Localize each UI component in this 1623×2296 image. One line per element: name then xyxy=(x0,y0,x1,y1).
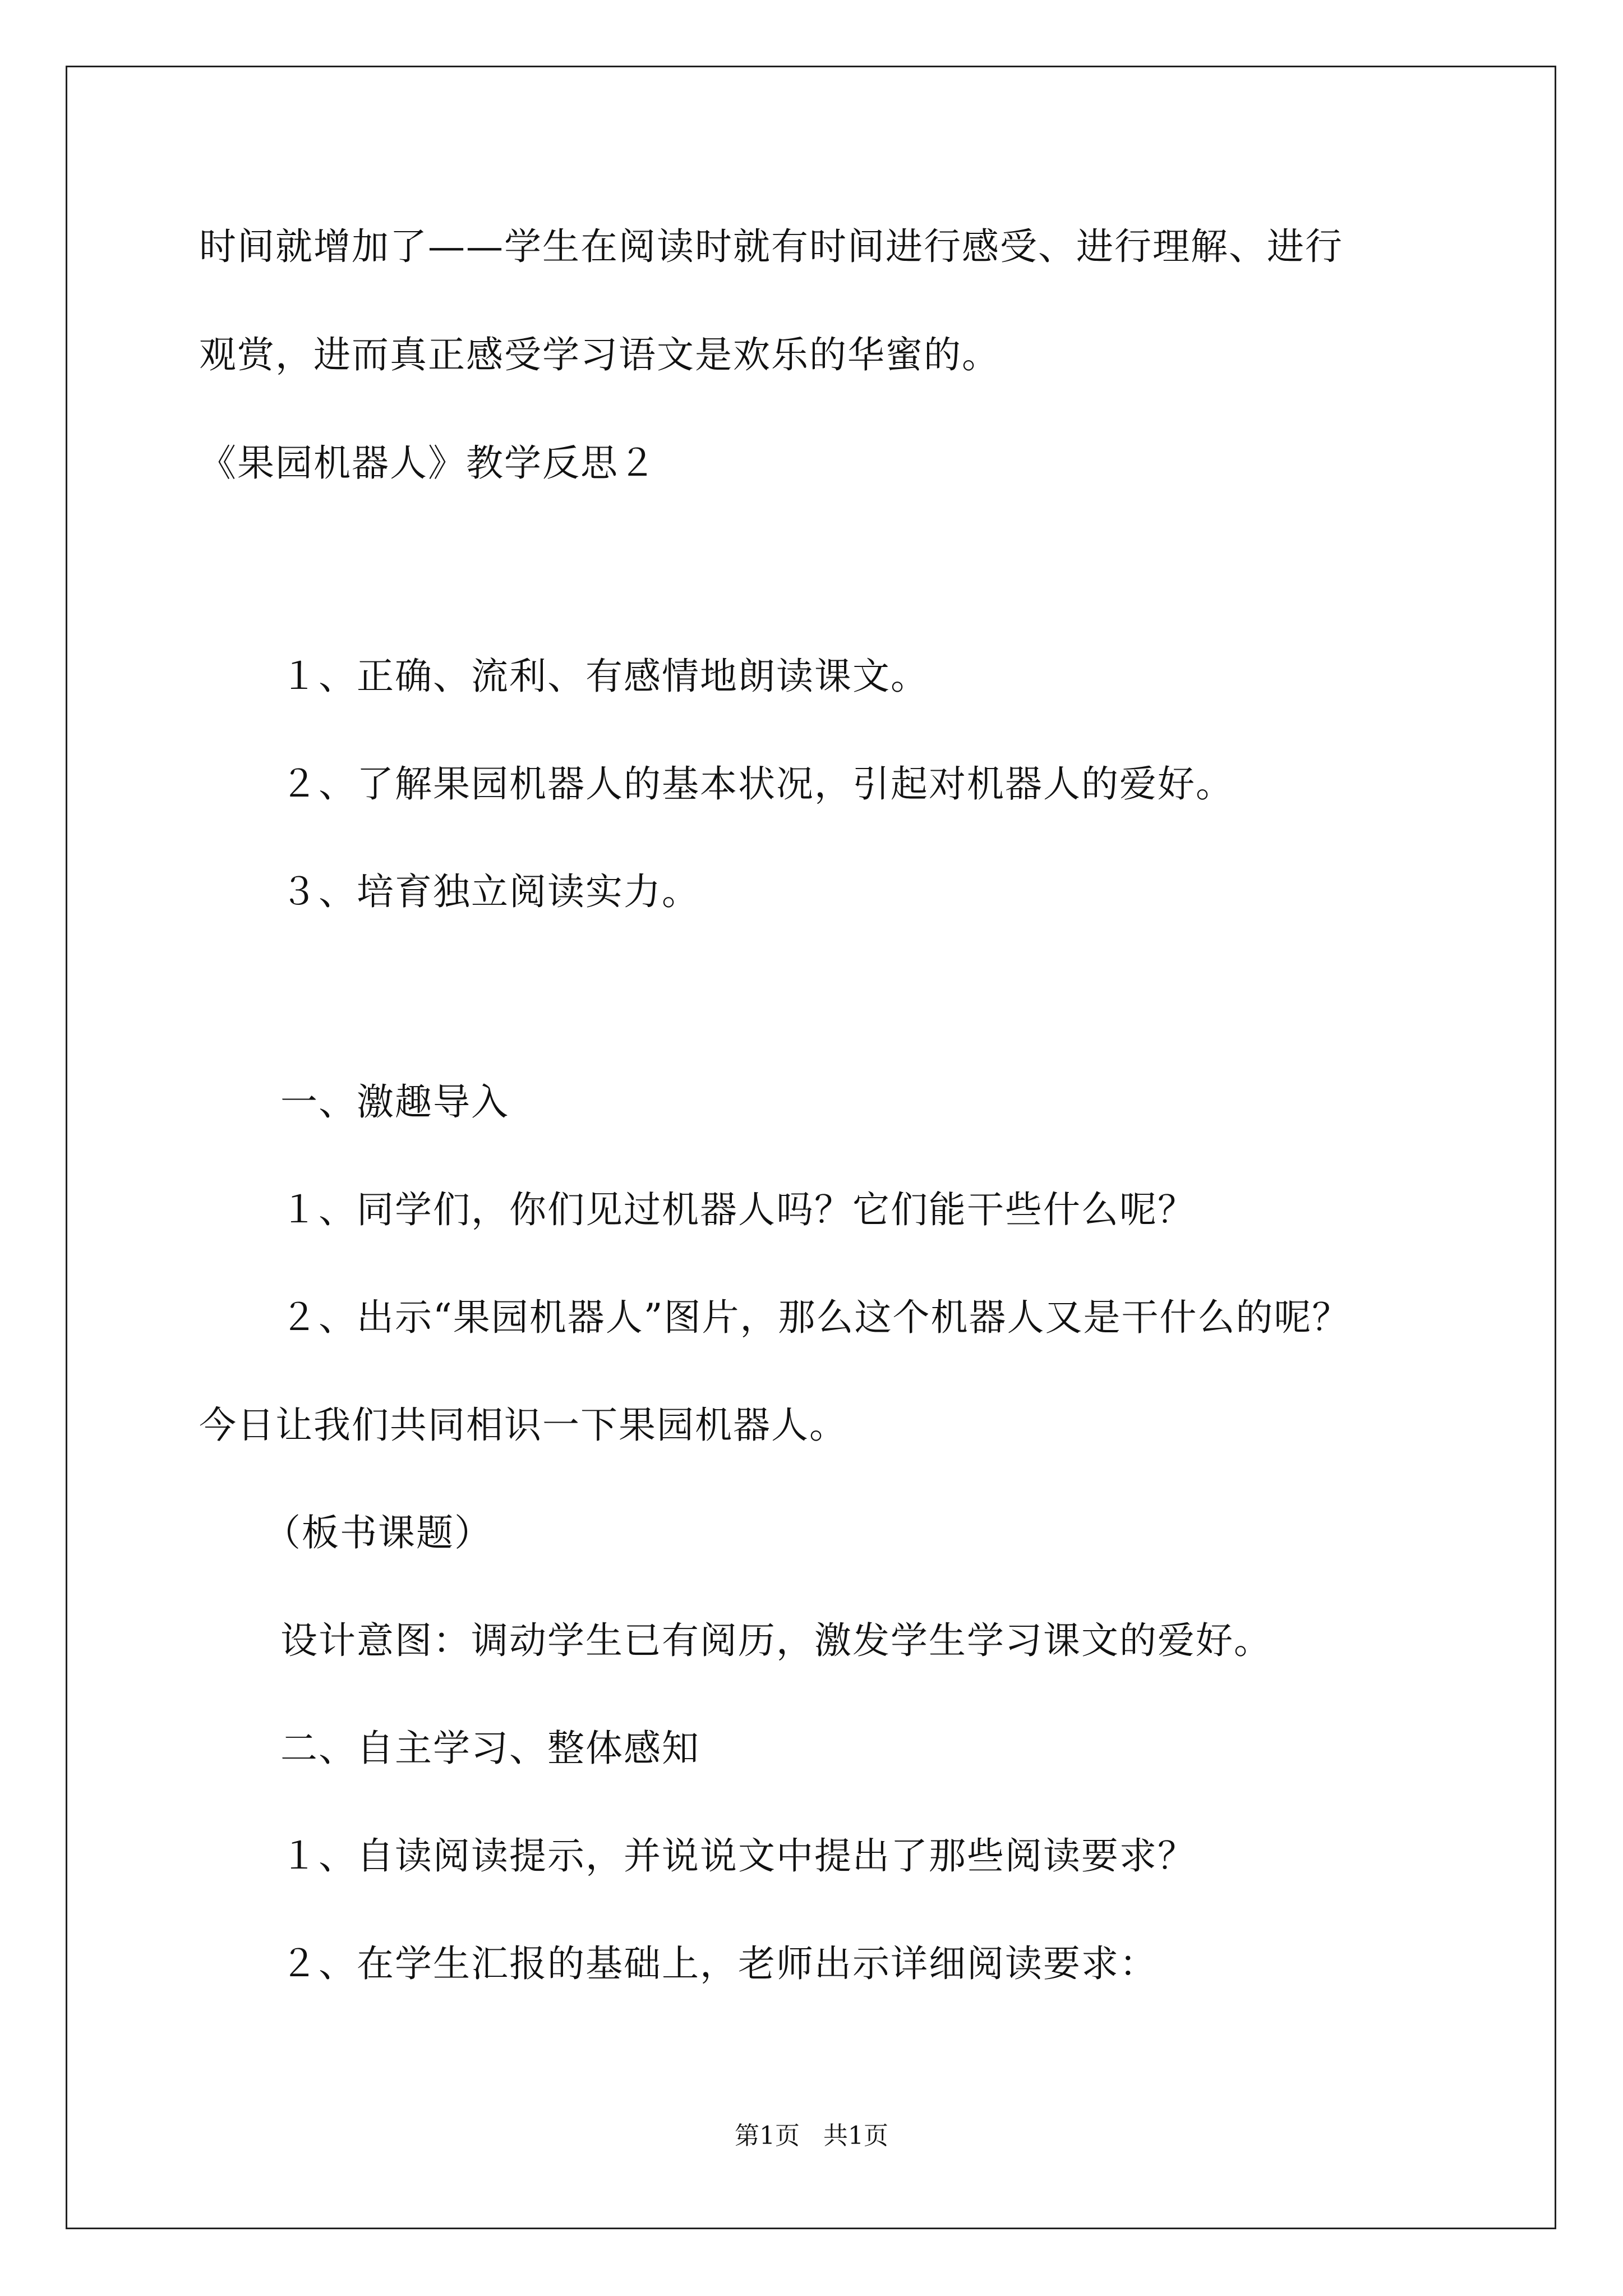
board-title-note: （板书课题） xyxy=(264,1511,492,1554)
intro-step-1: １、同学们，你们见过机器人吗？它们能干些什么呢？ xyxy=(280,1188,1196,1231)
intro-step-2: ２、出示“果园机器人”图片，那么这个机器人又是干什么的呢？ xyxy=(280,1296,1350,1339)
design-intent: 设计意图：调动学生已有阅历，激发学生学习课文的爱好。 xyxy=(280,1619,1272,1662)
heading-intro: 一、激趣导入 xyxy=(280,1080,509,1124)
heading-self-study: 二、自主学习、整体感知 xyxy=(280,1727,700,1770)
self-study-step-2: ２、在学生汇报的基础上，老师出示详细阅读要求： xyxy=(280,1942,1158,1985)
section-title: 《果园机器人》教学反思２ xyxy=(199,441,657,485)
self-study-step-1: １、自读阅读提示，并说说文中提出了那些阅读要求？ xyxy=(280,1834,1196,1878)
objective-3: ３、培育独立阅读实力。 xyxy=(280,870,700,913)
page-footer: 第1页 共1页 xyxy=(735,2122,888,2150)
paragraph-line-1: 时间就增加了——学生在阅读时就有时间进行感受、进行理解、进行 xyxy=(199,225,1343,268)
intro-step-2-cont: 今日让我们共同相识一下果园机器人。 xyxy=(199,1404,847,1447)
objective-2: ２、了解果园机器人的基本状况，引起对机器人的爱好。 xyxy=(280,762,1234,806)
objective-1: １、正确、流利、有感情地朗读课文。 xyxy=(280,655,929,698)
page-border xyxy=(66,66,1556,2229)
paragraph-line-2: 观赏，进而真正感受学习语文是欢乐的华蜜的。 xyxy=(199,333,1000,376)
